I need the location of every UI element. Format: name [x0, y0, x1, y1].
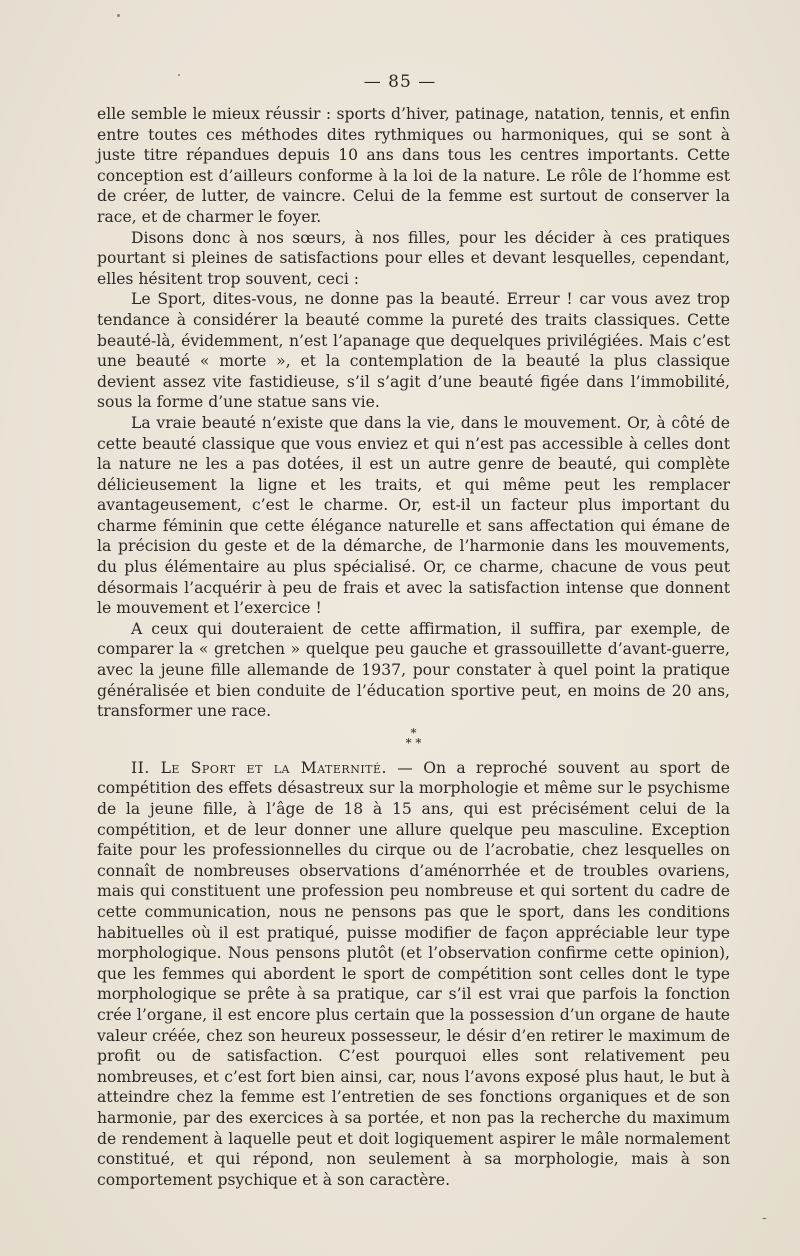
- section-heading: II. Le Sport et la Maternité.: [131, 758, 388, 777]
- section-dash: —: [387, 758, 424, 777]
- paragraph: Disons donc à nos sœurs, à nos filles, pour les décider à ces pratiques pourtant si pleines de satisfactions pour elles et devant lesquelles, cependant, elles hésitent trop souvent, ceci :: [97, 228, 730, 288]
- paragraph: A ceux qui douteraient de cette affirmation, il suffira, par exemple, de comparer la « gretchen » quelque peu gauche et grassouillette d’avant-guerre, avec la jeune fille allemande de 1937, pour constater à quel point la pratique généralisée et bien conduite de l’éducation sportive peut, en moins de 20 ans, transformer une race.: [97, 619, 730, 721]
- section-body: On a reproché souvent au sport de compétition des effets désastreux sur la morphologie et même sur le psychisme de la jeune fille, à l’âge de 18 à 15 ans, qui est précisément celui de la compétition, et de leur donner une allure quelque peu masculine. Exception faite pour les professionnelles du cirque ou de l’acrobatie, chez lesquelles on connaît de nombreuses observations d’aménorrhée et de troubles ovariens, mais qui constituent une profession peu nombreuse et qui sortent du cadre de cette communication, nous ne pensons pas que le sport, dans les conditions habituelles où il est pratiqué, puisse modifier de façon appréciable leur type morphologique. Nous pensons plutôt (et l’observation confirme cette opinion), que les femmes qui abordent le sport de compétition sont celles dont le type morphologique se prête à sa pratique, car s’il est vrai que parfois la fonction crée l’organe, il est encore plus certain que la possession d’un organe de haute valeur créée, chez son heureux possesseur, le désir d’en retirer le maximum de profit ou de satisfaction. C’est pourquoi elles sont relativement peu nombreuses, et c’est fort bien ainsi, car, nous l’avons exposé plus haut, le but à atteindre chez la femme est l’entretien de ses fonctions organiques et de son harmonie, par des exercices à sa portée, et non pas la recherche du maximum de rendement à laquelle peut et doit logiquement aspirer le mâle normalement constitué, et qui répond, non seulement à sa morphologie, mais à son comportement psychique et à son caractère.: [97, 758, 731, 1189]
- asterism-separator: [97, 725, 730, 750]
- paragraph: La vraie beauté n’existe que dans la vie, dans le mouvement. Or, à côté de cette beauté classique que vous enviez et qui n’est pas accessible à celles dont la nature ne les a pas dotées, il est un autre genre de beauté, qui complète délicieusement la ligne et les traits, et qui même peut les remplacer avantageusement, c’est le charme. Or, est-il un facteur plus important du charme féminin que cette élégance naturelle et sans affectation qui émane de la précision du geste et de la démarche, de l’harmonie dans les mouvements, du plus élémentaire au plus spécialisé. Or, ce charme, chacune de vous peut désormais l’acquérir à peu de frais et avec la satisfaction intense que donnent le mouvement et l’exercice !: [97, 413, 730, 618]
- margin-mark: -: [762, 1210, 767, 1226]
- section-paragraph: [97, 758, 730, 1190]
- paragraph: elle semble le mieux réussir : sports d’hiver, patinage, natation, tennis, et enfin entre toutes ces méthodes dites rythmiques ou harmoniques, qui se sont à juste titre répandues depuis 10 ans dans tous les centres importants. Cette conception est d’ailleurs conforme à la loi de la nature. Le rôle de l’homme est de créer, de lutter, de vaincre. Celui de la femme est surtout de conserver la race, et de charmer le foyer.: [97, 105, 730, 226]
- asterism-top: *: [410, 725, 417, 740]
- asterism-bottom: * *: [405, 735, 422, 750]
- paper-speck: [117, 14, 120, 17]
- body-text: [97, 104, 730, 1190]
- paragraph: Le Sport, dites-vous, ne donne pas la beauté. Erreur ! car vous avez trop tendance à considérer la beauté comme la pureté des traits classiques. Cette beauté-là, évidemment, n’est l’apanage que dequelques privilégiées. Mais c’est une beauté « morte », et la contemplation de la beauté la plus classique devient assez vite fastidieuse, s’il s’agit d’une beauté figée dans l’immobilité, sous la forme d’une statue sans vie.: [97, 290, 730, 412]
- page-number: — 85 —: [363, 72, 437, 92]
